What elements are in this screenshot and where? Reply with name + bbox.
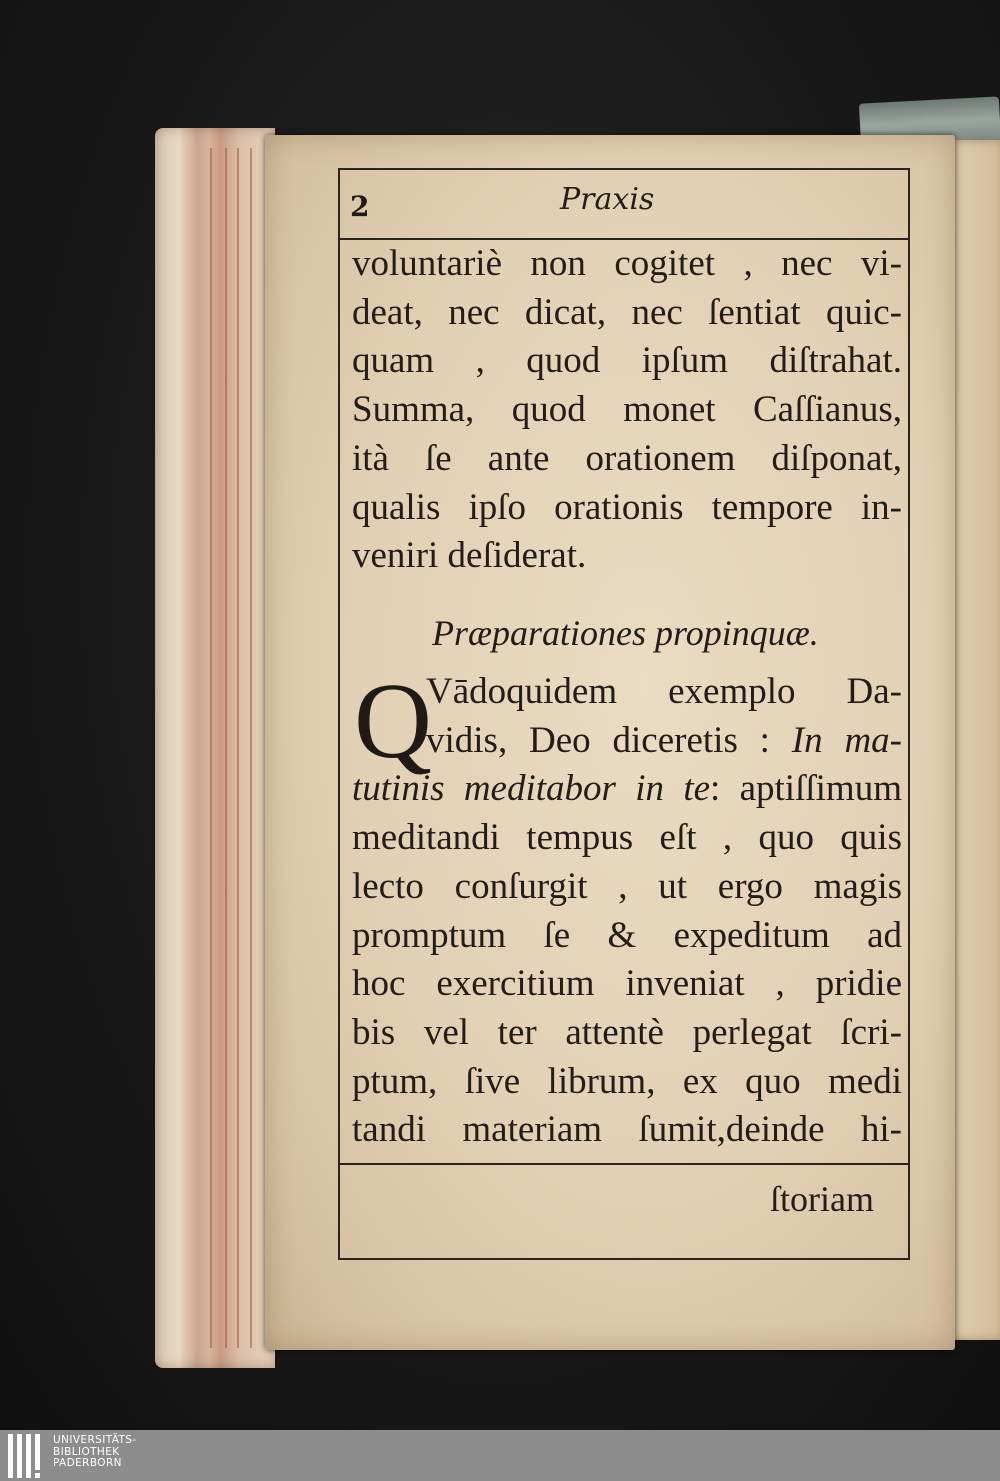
text-line: lecto conſurgit , ut ergo magis	[352, 865, 902, 907]
text-line: quam , quod ipſum diſtrahat.	[352, 340, 902, 382]
text-line: meditandi tempus eſt , quo quis	[352, 817, 902, 859]
text-line: tutinis meditabor in te: aptiſſimum	[352, 768, 902, 810]
text-line: ptum, ſive librum, ex quo medi	[352, 1060, 902, 1102]
text-line: Summa, quod monet Caſſianus,	[352, 389, 902, 431]
page-number: 2	[350, 190, 370, 223]
catchword: ſtoriam	[770, 1179, 874, 1219]
running-head: Praxis	[560, 182, 655, 217]
library-logo-icon	[8, 1434, 48, 1478]
text-line: vidis, Deo diceretis : In ma-	[426, 719, 902, 761]
text-line: promptum ſe & expeditum ad	[352, 914, 902, 956]
paragraph-1	[352, 240, 902, 581]
footer-rule	[340, 1163, 908, 1165]
text-line: veniri deſiderat.	[352, 535, 587, 577]
text-line: hoc exercitium inveniat , pridie	[352, 963, 902, 1005]
section-heading: Præparationes propinquæ.	[432, 613, 819, 653]
paragraph-2	[352, 662, 902, 1155]
library-footer	[0, 1430, 1000, 1481]
book-page-edges	[155, 128, 275, 1368]
library-name: UNIVERSITÄTS- BIBLIOTHEK PADERBORN	[53, 1434, 137, 1469]
text-line: voluntariè non cogitet , nec vi-	[352, 243, 902, 284]
text-line: tandi materiam ſumit,deinde hi-	[352, 1109, 902, 1151]
text-line: ità ſe ante orationem diſponat,	[352, 437, 902, 479]
text-line: bis vel ter attentè perlegat ſcri-	[352, 1011, 902, 1053]
text-line: deat, nec dicat, nec ſentiat quic-	[352, 291, 902, 333]
drop-cap: Q	[354, 662, 432, 781]
text-line: qualis ipſo orationis tempore in-	[352, 486, 902, 528]
text-line: Vādoquidem exemplo Da-	[426, 671, 902, 712]
